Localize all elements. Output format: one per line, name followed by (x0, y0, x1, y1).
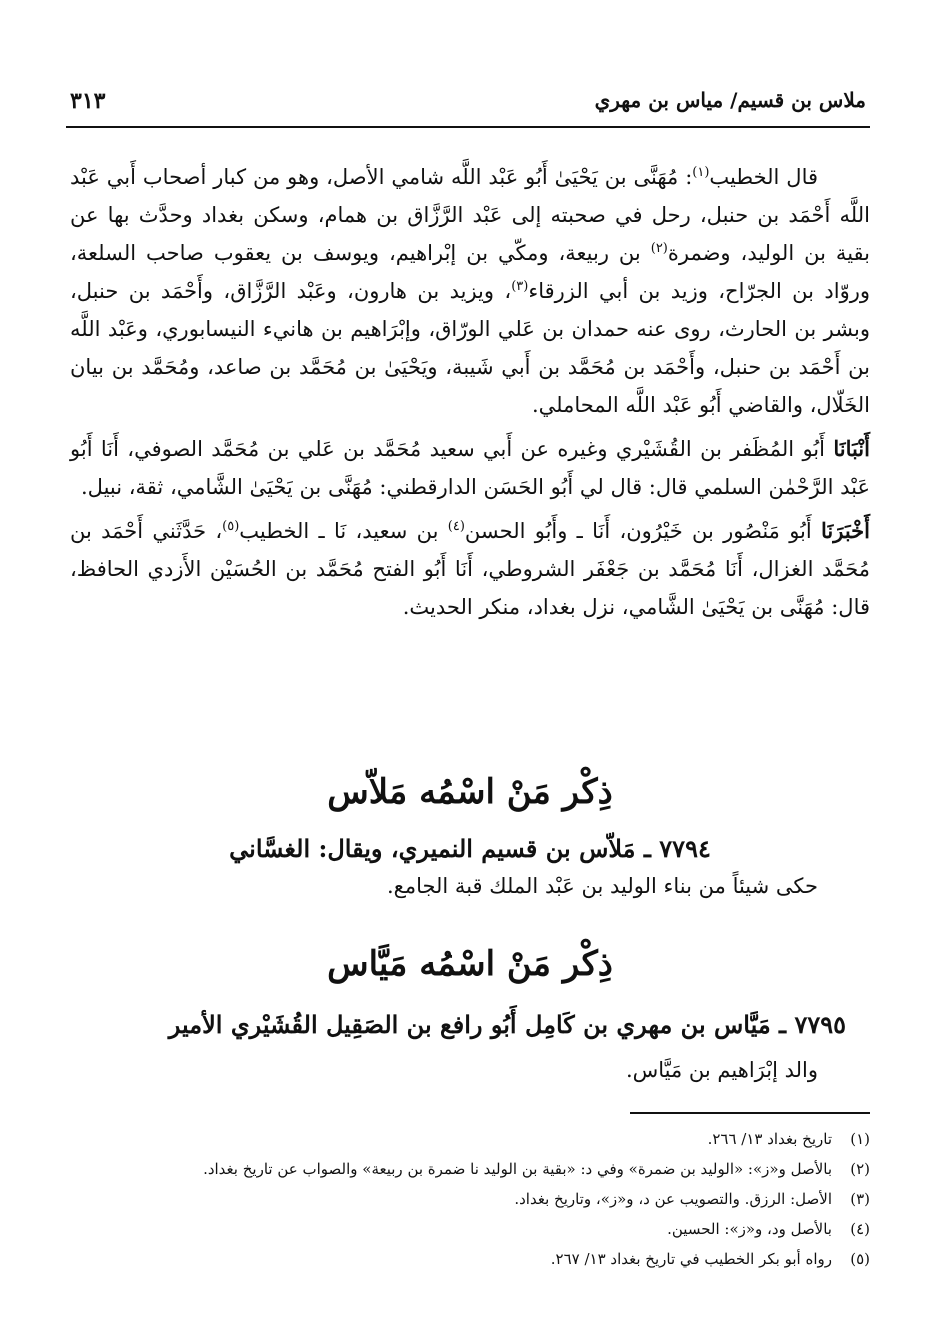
text-run: : مُهَنَّى بن يَحْيَىٰ أَبُو عَبْد اللَّه شامي الأصل، وهو من كبار أصحاب أَبي عَبْد اللَّه أَحْمَد بن حنبل، رحل في صحبته إلى عَبْد الرَّزَّاق بن همام، وسكن بغداد وحدَّث بها عن بقية بن الوليد، وضمرة (70, 165, 870, 265)
footnote-ref: (٣) (511, 279, 529, 294)
text-run: بن سعيد، نَا ـ الخطيب (239, 519, 448, 543)
footnote-number: (٢) (850, 1160, 870, 1178)
footnote-text: بالأصل ود، و«ز»: الحسين. (667, 1220, 832, 1238)
footnote-number: (٥) (850, 1250, 870, 1268)
entry-title-7794: ٧٧٩٤ ـ مَلاّس بن قسيم النميري، ويقال: الغسَّاني (229, 834, 711, 863)
footnote-ref: (٥) (222, 519, 240, 534)
isnad-lead: أَنْبَانَا (833, 436, 870, 461)
entry-text-7794: حكى شيئاً من بناء الوليد بن عَبْد الملك قبة الجامع. (386, 874, 818, 898)
footnote-number: (١) (850, 1130, 870, 1148)
footnotes (70, 1124, 870, 1274)
paragraph-isnad-2 (70, 512, 870, 626)
text-run: قال الخطيب (709, 165, 819, 189)
running-title: ملاس بن قسيم/ مياس بن مهري (594, 88, 866, 112)
text-run: ، حَدَّثَني أَحْمَد بن مُحَمَّد الغزال، أَنَا مُحَمَّد بن جَعْفَر الشروطي، أَنَا أَبُو الفتح مُحَمَّد بن الحُسَيْن الأَزدي الحافظ، قال: مُهَنَّى بن يَحْيَىٰ الشَّامي، نزل بغداد، منكر الحديث. (70, 519, 870, 619)
entry-text-7795: والد إبْرَاهيم بن مَيَّاس. (625, 1058, 818, 1082)
footnote-ref: (٢) (650, 241, 668, 256)
footnote-item (70, 1214, 870, 1244)
text-run: ، ويزيد بن هارون، وعَبْد الرَّزَّاق، وأَحْمَد بن حنبل، وبشر بن الحارث، روى عنه حمدان بن عَلي الورّاق، وإبْرَاهيم بن هانيء النيسابوري، وعَبْد اللَّه بن أَحْمَد بن حنبل، وأَحْمَد بن مُحَمَّد بن أَبي شَيبة، ويَحْيَىٰ بن مُحَمَّد بن صاعد، ومُحَمَّد بن بيان الخَلّال، والقاضي أَبُو عَبْد اللَّه المحاملي. (70, 279, 870, 417)
paragraph-isnad-1 (70, 430, 870, 506)
text-run: أَبُو المُظَفر بن القُشَيْري وغيره عن أَبي سعيد مُحَمَّد بن عَلي بن مُحَمَّد الصوفي، أَنَا أَبُو عَبْد الرَّحْمٰن السلمي قال: قال لي أَبُو الحَسَن الدارقطني: مُهَنَّى بن يَحْيَىٰ الشَّامي، ثقة، نبيل. (70, 437, 870, 499)
footnote-text: رواه أبو بكر الخطيب في تاريخ بغداد ١٣/ ٢٦٧. (550, 1250, 832, 1268)
footnote-ref: (١) (692, 165, 710, 180)
section-heading-mayyas: ذِكْر مَنْ اسْمُه مَيَّاس (327, 944, 613, 984)
text-run: بن ربيعة، ومكّي بن إبْراهيم، ويوسف بن يعقوب صاحب السلعة، وروّاد بن الجرّاح، وزيد بن أبي الزرقاء (70, 241, 870, 303)
footnote-item (70, 1124, 870, 1154)
header-rule (66, 126, 870, 128)
footnote-number: (٤) (850, 1220, 870, 1238)
footnote-text: تاريخ بغداد ١٣/ ٢٦٦. (707, 1130, 832, 1148)
footnote-item (70, 1184, 870, 1214)
text-run: أَبُو مَنْصُور بن خَيْرُون، أَنَا ـ وأَبُو الحسن (464, 519, 822, 543)
paragraph-biography (70, 158, 870, 424)
footnote-item (70, 1244, 870, 1274)
isnad-lead: أَخْبَرَنَا (821, 518, 870, 543)
footnote-ref: (٤) (447, 519, 465, 534)
entry-title-7795: ٧٧٩٥ ـ مَيَّاس بن مهري بن كَامِل أَبُو رافع بن الصَقِيل القُشَيْري الأمير (168, 1010, 846, 1039)
footnote-number: (٣) (850, 1190, 870, 1208)
footnote-rule (630, 1112, 870, 1114)
page-number: ٣١٣ (70, 88, 106, 114)
footnote-item (70, 1154, 870, 1184)
main-text (70, 158, 870, 626)
running-header (70, 88, 866, 122)
section-heading-mallas: ذِكْر مَنْ اسْمُه مَلاّس (327, 772, 613, 812)
footnote-text: الأصل: الرزق. والتصويب عن د، و«ز»، وتاريخ بغداد. (514, 1190, 832, 1208)
footnote-text: بالأصل و«ز»: «الوليد بن ضمرة» وفي د: «بقية بن الوليد نا ضمرة بن ربيعة» والصواب عن تاريخ بغداد. (203, 1160, 832, 1178)
